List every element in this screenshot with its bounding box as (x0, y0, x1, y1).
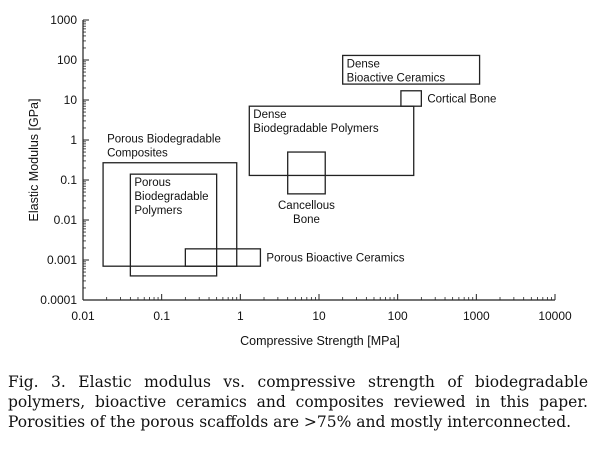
region-label-line: Dense (346, 58, 380, 71)
region-label-line: Composites (107, 147, 168, 160)
x-tick-label: 1000 (462, 309, 490, 323)
region-label (427, 93, 496, 105)
region-label (107, 134, 221, 160)
x-axis-label: Compressive Strength [MPa] (240, 334, 400, 348)
region-label (347, 58, 446, 84)
x-tick-label: 0.1 (153, 309, 171, 323)
region-label-line: Cortical Bone (427, 93, 497, 106)
y-tick-label: 10 (63, 93, 77, 107)
region-label-line: Porous (134, 177, 171, 190)
region-label (266, 253, 404, 265)
x-tick-label: 10000 (538, 309, 572, 323)
regions (103, 55, 496, 275)
y-tick-label: 0.001 (46, 253, 77, 267)
region-box (288, 152, 326, 194)
region-label-line: Porous Biodegradable (107, 133, 221, 146)
region-label (278, 200, 335, 226)
x-tick-label: 0.01 (71, 309, 95, 323)
region-label-line: Bioactive Ceramics (346, 72, 446, 85)
y-tick-label: 100 (56, 53, 77, 67)
region-label-line: Dense (253, 109, 287, 122)
region-label-line: Cancellous (278, 199, 335, 212)
y-tick-label: 1000 (50, 13, 77, 27)
region-label-line: Polymers (134, 205, 183, 218)
region-label (253, 109, 379, 135)
region-box (401, 91, 421, 106)
region-box (185, 249, 260, 266)
y-tick-label: 0.0001 (40, 293, 77, 307)
x-tick-label: 10 (312, 309, 326, 323)
region-box (130, 174, 216, 276)
region-label-line: Biodegradable (134, 191, 209, 204)
y-tick-label: 0.01 (53, 213, 77, 227)
region-label-line: Biodegradable Polymers (253, 123, 379, 136)
x-tick-label: 1 (236, 309, 244, 323)
y-axis-label: Elastic Modulus [GPa] (27, 98, 41, 222)
region-label (134, 177, 208, 217)
region-label-line: Bone (293, 213, 320, 226)
tick-labels (40, 13, 572, 323)
y-tick-label: 1 (70, 133, 77, 147)
figure-caption: Fig. 3. Elastic modulus vs. compressive strength of biodegradable polymers, bioactive ceramics and composites reviewed in this paper. Porosities of the porous scaffolds are >75% and mostly interconnected. (8, 373, 588, 431)
x-tick-label: 100 (387, 309, 408, 323)
region-label-line: Porous Bioactive Ceramics (266, 252, 405, 265)
y-tick-label: 0.1 (60, 173, 77, 187)
